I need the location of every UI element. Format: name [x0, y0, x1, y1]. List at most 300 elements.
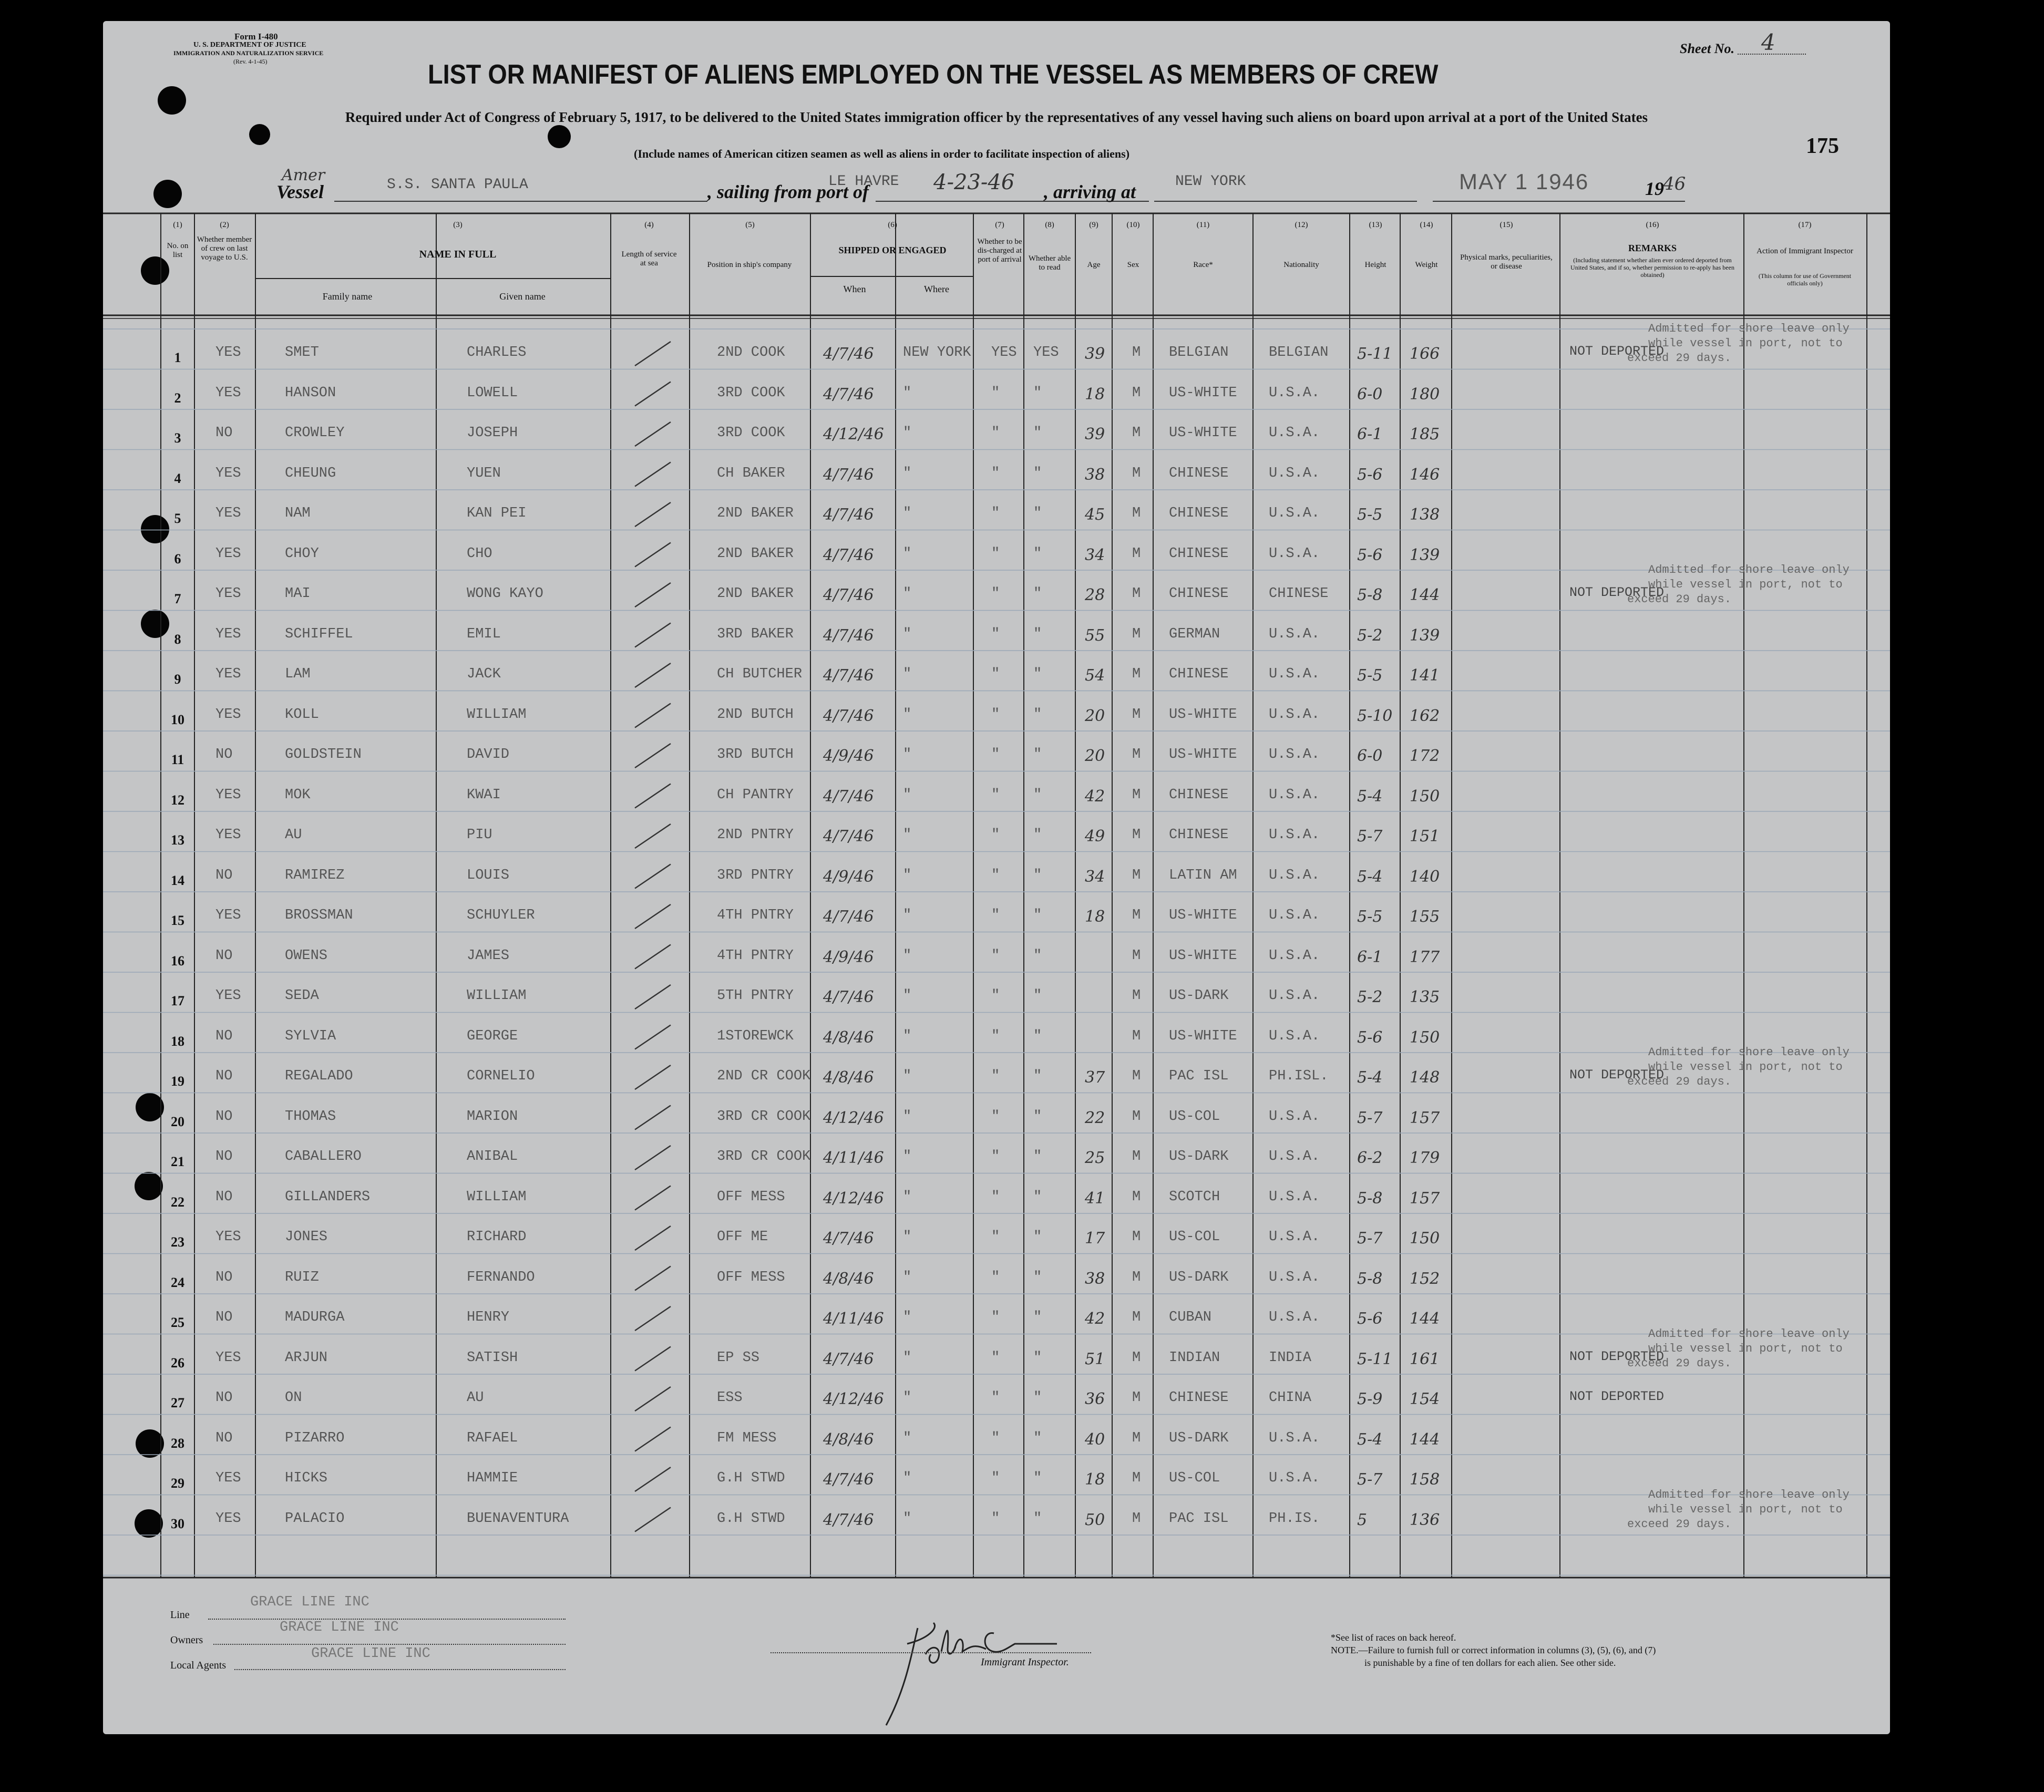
penalty-note-1: NOTE.—Failure to furnish full or correct information in columns (3), (5), (6), and (7): [1331, 1645, 1656, 1655]
service-tick-mark: [635, 824, 671, 848]
shipped-where-cell: ": [903, 787, 912, 803]
able-to-read-cell: ": [1033, 506, 1042, 521]
race-cell: CHINESE: [1169, 787, 1229, 803]
race-cell: CUBAN: [1169, 1310, 1212, 1325]
given-name-cell: WILLIAM: [467, 988, 527, 1004]
discharged-cell: ": [991, 747, 1000, 763]
row-number: 11: [171, 752, 184, 767]
able-to-read-cell: ": [1033, 1269, 1042, 1285]
height-cell: 5-8: [1357, 586, 1383, 604]
service-tick-mark: [635, 1347, 671, 1371]
given-name-cell: LOWELL: [467, 385, 518, 401]
given-name-cell: CORNELIO: [467, 1068, 535, 1084]
position-cell: 3RD CR COOK: [717, 1149, 811, 1165]
weight-cell: 179: [1410, 1149, 1440, 1167]
sex-cell: M: [1132, 1269, 1141, 1285]
col-3-label: NAME IN FULL: [419, 249, 497, 260]
shipped-when-cell: 4/8/46: [823, 1430, 874, 1449]
able-to-read-cell: ": [1033, 1108, 1042, 1125]
row-number: 2: [174, 390, 181, 406]
age-cell: 49: [1085, 827, 1105, 846]
weight-cell: 177: [1410, 948, 1440, 966]
shipped-when-cell: 4/7/46: [823, 545, 874, 564]
position-cell: CH BUTCHER: [717, 666, 803, 682]
weight-cell: 141: [1410, 666, 1440, 685]
shipped-where-cell: ": [903, 1310, 912, 1325]
nationality-cell: U.S.A.: [1269, 1269, 1320, 1285]
age-cell: 40: [1085, 1430, 1105, 1449]
shipped-where-cell: ": [903, 1430, 912, 1446]
discharged-cell: ": [991, 1430, 1000, 1446]
service-tick-mark: [635, 784, 671, 808]
position-cell: OFF MESS: [717, 1269, 785, 1285]
height-cell: 5-5: [1357, 506, 1383, 524]
crew-cell: YES: [215, 506, 241, 521]
row-number: 30: [171, 1516, 184, 1531]
position-cell: 1STOREWCK: [717, 1028, 794, 1044]
shipped-where-cell: ": [903, 827, 912, 843]
discharged-cell: ": [991, 827, 1000, 843]
position-cell: G.H STWD: [717, 1470, 785, 1486]
age-cell: 34: [1085, 545, 1105, 564]
able-to-read-cell: ": [1033, 425, 1042, 441]
given-name-cell: JOSEPH: [467, 425, 518, 441]
age-cell: 42: [1085, 1310, 1105, 1328]
col-6-number: (6): [888, 221, 897, 229]
discharged-cell: ": [991, 1310, 1000, 1325]
age-cell: 38: [1085, 465, 1105, 484]
height-cell: 5-4: [1357, 1430, 1383, 1449]
service-tick-mark: [635, 502, 671, 527]
height-cell: 6-1: [1357, 425, 1383, 444]
height-cell: 5: [1357, 1510, 1368, 1529]
sex-cell: M: [1132, 385, 1141, 401]
race-cell: US-WHITE: [1169, 747, 1237, 763]
agents-label: Local Agents: [170, 1660, 227, 1671]
age-cell: 20: [1085, 747, 1105, 765]
able-to-read-cell: ": [1033, 1510, 1042, 1527]
height-cell: 5-7: [1357, 1470, 1383, 1489]
discharged-cell: ": [991, 1470, 1000, 1486]
inspector-label: Immigrant Inspector.: [981, 1656, 1069, 1668]
shipped-where-cell: ": [903, 1068, 912, 1084]
shipped-when-cell: 4/7/46: [823, 626, 874, 645]
able-to-read-cell: ": [1033, 666, 1042, 682]
shipped-where-cell: ": [903, 1028, 912, 1044]
shipped-when-cell: 4/7/46: [823, 988, 874, 1006]
race-cell: CHINESE: [1169, 545, 1229, 562]
position-cell: 3RD COOK: [717, 385, 785, 401]
departure-date-handwritten: 4-23-46: [933, 170, 1015, 194]
family-name-cell: KOLL: [285, 706, 319, 723]
family-name-cell: HANSON: [285, 385, 336, 401]
shipped-where-cell: ": [903, 425, 912, 441]
col-6-label: SHIPPED OR ENGAGED: [838, 245, 947, 255]
nationality-cell: U.S.A.: [1269, 385, 1320, 401]
discharged-cell: ": [991, 545, 1000, 562]
weight-cell: 136: [1410, 1510, 1440, 1529]
nationality-cell: U.S.A.: [1269, 1108, 1320, 1125]
position-cell: 4TH PNTRY: [717, 948, 794, 964]
position-cell: 2ND COOK: [717, 345, 785, 361]
weight-cell: 135: [1410, 988, 1440, 1006]
crew-cell: NO: [215, 948, 233, 964]
col-1-label: No. on list: [167, 242, 189, 259]
row-number: 15: [171, 913, 184, 928]
service-tick-mark: [635, 342, 671, 366]
given-name-cell: MARION: [467, 1108, 518, 1125]
row-number: 18: [171, 1033, 184, 1049]
col-9-number: (9): [1089, 221, 1098, 229]
sex-cell: M: [1132, 345, 1141, 361]
height-cell: 5-8: [1357, 1189, 1383, 1208]
weight-cell: 166: [1410, 345, 1440, 363]
row-number: 29: [171, 1476, 184, 1491]
race-cell: PAC ISL: [1169, 1510, 1229, 1527]
height-cell: 6-2: [1357, 1149, 1383, 1167]
position-cell: OFF ME: [717, 1229, 768, 1245]
weight-cell: 150: [1410, 1229, 1440, 1248]
weight-cell: 157: [1410, 1189, 1440, 1208]
row-number: 25: [171, 1315, 184, 1330]
age-cell: 37: [1085, 1068, 1105, 1087]
col-6-where: Where: [924, 284, 949, 294]
family-name-cell: THOMAS: [285, 1108, 336, 1125]
race-cell: GERMAN: [1169, 626, 1220, 642]
position-cell: 3RD CR COOK: [717, 1108, 811, 1125]
service-tick-mark: [635, 1025, 671, 1049]
given-name-cell: GEORGE: [467, 1028, 518, 1044]
shipped-when-cell: 4/7/46: [823, 1350, 874, 1368]
crew-cell: YES: [215, 787, 241, 803]
remark-not-deported: NOT DEPORTED: [1569, 1067, 1665, 1083]
given-name-cell: ANIBAL: [467, 1149, 518, 1165]
line-value: GRACE LINE INC: [250, 1594, 369, 1610]
shipped-when-cell: 4/7/46: [823, 385, 874, 404]
age-cell: 28: [1085, 586, 1105, 604]
shore-leave-stamp-line: while vessel in port, not to: [1648, 1502, 1843, 1516]
family-name-cell: OWENS: [285, 948, 328, 964]
crew-cell: YES: [215, 827, 241, 843]
remark-not-deported: NOT DEPORTED: [1569, 344, 1665, 359]
col-16-label: REMARKS: [1628, 243, 1677, 253]
able-to-read-cell: YES: [1033, 345, 1059, 361]
row-number: 28: [171, 1435, 184, 1451]
discharged-cell: ": [991, 948, 1000, 964]
service-tick-mark: [635, 1306, 671, 1331]
service-tick-mark: [635, 744, 671, 768]
department-name: U. S. DEPARTMENT OF JUSTICE: [193, 41, 306, 49]
crew-cell: YES: [215, 988, 241, 1004]
sex-cell: M: [1132, 1108, 1141, 1125]
shore-leave-stamp-line: while vessel in port, not to: [1648, 578, 1843, 591]
shipped-where-cell: ": [903, 988, 912, 1004]
family-name-cell: NAM: [285, 506, 311, 521]
crew-cell: YES: [215, 706, 241, 723]
nationality-cell: U.S.A.: [1269, 1189, 1320, 1205]
shipped-where-cell: ": [903, 1229, 912, 1245]
row-number: 27: [171, 1395, 184, 1410]
age-cell: 18: [1085, 1470, 1105, 1489]
weight-cell: 150: [1410, 787, 1440, 806]
year-prefix: 19: [1645, 178, 1664, 199]
given-name-cell: JACK: [467, 666, 501, 682]
owners-rule: [213, 1644, 566, 1645]
nationality-cell: U.S.A.: [1269, 988, 1320, 1004]
sex-cell: M: [1132, 586, 1141, 602]
shipped-where-cell: ": [903, 1510, 912, 1527]
shipped-when-cell: 4/7/46: [823, 1229, 874, 1248]
position-cell: OFF MESS: [717, 1189, 785, 1205]
form-subtitle-note: (Include names of American citizen seamen as well as aliens in order to facilitate inspection of aliens): [634, 147, 1130, 160]
able-to-read-cell: ": [1033, 626, 1042, 642]
race-cell: CHINESE: [1169, 506, 1229, 521]
row-number: 7: [174, 591, 181, 606]
race-cell: US-DARK: [1169, 1149, 1229, 1165]
col-4-label: Length of service at sea: [621, 250, 677, 267]
given-name-cell: SATISH: [467, 1350, 518, 1366]
race-cell: US-WHITE: [1169, 1028, 1237, 1044]
able-to-read-cell: ": [1033, 827, 1042, 843]
age-cell: 17: [1085, 1229, 1105, 1248]
shore-leave-stamp-line: Admitted for shore leave only: [1648, 563, 1850, 576]
manifest-sheet: [103, 21, 1890, 1734]
height-cell: 5-8: [1357, 1269, 1383, 1288]
age-cell: 22: [1085, 1108, 1105, 1127]
shipped-where-cell: ": [903, 1189, 912, 1205]
col-2-number: (2): [220, 221, 229, 229]
able-to-read-cell: ": [1033, 1149, 1042, 1165]
crew-cell: NO: [215, 867, 233, 883]
shipped-where-cell: ": [903, 948, 912, 964]
race-cell: US-WHITE: [1169, 385, 1237, 401]
line-label: Line: [170, 1609, 190, 1621]
able-to-read-cell: ": [1033, 465, 1042, 481]
nationality-cell: U.S.A.: [1269, 747, 1320, 763]
row-number: 26: [171, 1355, 184, 1371]
sex-cell: M: [1132, 908, 1141, 923]
shipped-when-cell: 4/11/46: [823, 1149, 884, 1167]
height-cell: 5-6: [1357, 1028, 1383, 1047]
sex-cell: M: [1132, 1028, 1141, 1044]
height-cell: 5-9: [1357, 1390, 1383, 1408]
shipped-where-cell: ": [903, 1108, 912, 1125]
sex-cell: M: [1132, 1310, 1141, 1325]
row-number: 17: [171, 993, 184, 1008]
family-name-cell: SEDA: [285, 988, 319, 1004]
discharged-cell: ": [991, 988, 1000, 1004]
col-3-number: (3): [453, 221, 463, 229]
position-cell: G.H STWD: [717, 1510, 785, 1527]
nationality-cell: U.S.A.: [1269, 666, 1320, 682]
shipped-when-cell: 4/9/46: [823, 948, 874, 966]
shipped-when-cell: 4/9/46: [823, 867, 874, 886]
race-cell: BELGIAN: [1169, 345, 1229, 361]
nationality-cell: U.S.A.: [1269, 706, 1320, 723]
position-cell: CH BAKER: [717, 465, 785, 481]
given-name-cell: BUENAVENTURA: [467, 1510, 569, 1527]
weight-cell: 150: [1410, 1028, 1440, 1047]
height-cell: 6-1: [1357, 948, 1383, 966]
family-name-cell: CABALLERO: [285, 1149, 362, 1165]
shipped-where-cell: ": [903, 465, 912, 481]
row-number: 13: [171, 832, 184, 848]
col-12-label: Nationality: [1283, 261, 1319, 269]
col-11-number: (11): [1196, 221, 1210, 229]
nationality-cell: U.S.A.: [1269, 465, 1320, 481]
race-cell: CHINESE: [1169, 586, 1229, 602]
family-name-cell: SCHIFFEL: [285, 626, 353, 642]
family-name-cell: CROWLEY: [285, 425, 345, 441]
sex-cell: M: [1132, 867, 1141, 883]
able-to-read-cell: ": [1033, 1028, 1042, 1044]
able-to-read-cell: ": [1033, 867, 1042, 883]
crew-cell: NO: [215, 747, 233, 763]
sex-cell: M: [1132, 827, 1141, 843]
shore-leave-stamp-line: exceed 29 days.: [1627, 1517, 1732, 1531]
shore-leave-stamp-line: Admitted for shore leave only: [1648, 1327, 1850, 1341]
race-cell: INDIAN: [1169, 1350, 1220, 1366]
shipped-where-cell: ": [903, 586, 912, 602]
weight-cell: 152: [1410, 1269, 1440, 1288]
height-cell: 6-0: [1357, 385, 1383, 404]
service-tick-mark: [635, 623, 671, 647]
sex-cell: M: [1132, 666, 1141, 682]
able-to-read-cell: ": [1033, 787, 1042, 803]
remark-not-deported: NOT DEPORTED: [1569, 1348, 1665, 1364]
family-name-cell: PALACIO: [285, 1510, 345, 1527]
nationality-cell: U.S.A.: [1269, 425, 1320, 441]
given-name-cell: CHO: [467, 545, 492, 562]
height-cell: 5-2: [1357, 988, 1383, 1006]
sex-cell: M: [1132, 1390, 1141, 1406]
height-cell: 5-2: [1357, 626, 1383, 645]
family-name-cell: RAMIREZ: [285, 867, 345, 883]
row-number: 12: [171, 792, 184, 808]
given-name-cell: RICHARD: [467, 1229, 527, 1245]
able-to-read-cell: ": [1033, 586, 1042, 602]
port-to: NEW YORK: [1175, 173, 1246, 190]
shipped-where-cell: ": [903, 545, 912, 562]
col-2-label: Whether member of crew on last voyage to U.S.: [197, 235, 252, 262]
family-name-cell: LAM: [285, 666, 311, 682]
nationality-cell: U.S.A.: [1269, 1310, 1320, 1325]
shipped-when-cell: 4/7/46: [823, 706, 874, 725]
service-tick-mark: [635, 1387, 671, 1411]
weight-cell: 144: [1410, 1430, 1440, 1449]
family-name-cell: GOLDSTEIN: [285, 747, 362, 763]
col-16-sub: (Including statement whether alien ever ordered deported from United States, and if so, whether permission to re-apply has been obtained): [1570, 256, 1734, 279]
position-cell: 2ND BAKER: [717, 586, 794, 602]
shipped-when-cell: 4/8/46: [823, 1269, 874, 1288]
sex-cell: M: [1132, 948, 1141, 964]
weight-cell: 139: [1410, 545, 1440, 564]
crew-cell: NO: [215, 1108, 233, 1125]
col-17-sub: (This column for use of Government officials only): [1758, 272, 1852, 287]
race-cell: PAC ISL: [1169, 1068, 1229, 1084]
discharged-cell: ": [991, 1068, 1000, 1084]
family-name-cell: SMET: [285, 345, 319, 361]
sex-cell: M: [1132, 506, 1141, 521]
family-name-cell: MAI: [285, 586, 311, 602]
shore-leave-stamp-line: Admitted for shore leave only: [1648, 322, 1850, 335]
crew-cell: YES: [215, 626, 241, 642]
shipped-when-cell: 4/11/46: [823, 1310, 884, 1328]
discharged-cell: ": [991, 1350, 1000, 1366]
shipped-where-cell: ": [903, 747, 912, 763]
col-7-label: Whether to be dis-charged at port of arrival: [977, 238, 1022, 264]
able-to-read-cell: ": [1033, 1068, 1042, 1084]
shipped-when-cell: 4/12/46: [823, 1108, 884, 1127]
col-16-number: (16): [1646, 221, 1659, 229]
crew-cell: NO: [215, 1189, 233, 1205]
sex-cell: M: [1132, 1229, 1141, 1245]
penalty-note-2: is punishable by a fine of ten dollars for each alien. See other side.: [1364, 1657, 1616, 1668]
race-cell: CHINESE: [1169, 465, 1229, 481]
col-17-number: (17): [1798, 221, 1812, 229]
nationality-cell: U.S.A.: [1269, 545, 1320, 562]
age-cell: 39: [1085, 425, 1105, 444]
shipped-when-cell: 4/9/46: [823, 747, 874, 765]
height-cell: 5-5: [1357, 666, 1383, 685]
age-cell: 42: [1085, 787, 1105, 806]
family-name-cell: RUIZ: [285, 1269, 319, 1285]
able-to-read-cell: ": [1033, 385, 1042, 401]
age-cell: 18: [1085, 385, 1105, 404]
height-cell: 5-11: [1357, 1350, 1393, 1368]
nationality-cell: U.S.A.: [1269, 908, 1320, 923]
owners-value: GRACE LINE INC: [280, 1620, 399, 1635]
nationality-cell: U.S.A.: [1269, 827, 1320, 843]
weight-cell: 148: [1410, 1068, 1440, 1087]
shipped-when-cell: 4/7/46: [823, 1510, 874, 1529]
race-cell: US-COL: [1169, 1108, 1220, 1125]
race-cell: US-DARK: [1169, 1269, 1229, 1285]
height-cell: 5-7: [1357, 1229, 1383, 1248]
discharged-cell: ": [991, 1149, 1000, 1165]
shipped-where-cell: ": [903, 666, 912, 682]
crew-cell: NO: [215, 1068, 233, 1084]
race-cell: US-DARK: [1169, 1430, 1229, 1446]
shipped-when-cell: 4/7/46: [823, 345, 874, 363]
able-to-read-cell: ": [1033, 1350, 1042, 1366]
given-name-cell: PIU: [467, 827, 492, 843]
col-4-number: (4): [644, 221, 654, 229]
family-name-cell: CHOY: [285, 545, 319, 562]
weight-cell: 180: [1410, 385, 1440, 404]
col-10-label: Sex: [1127, 261, 1139, 269]
crew-cell: YES: [215, 1470, 241, 1486]
age-cell: 45: [1085, 506, 1105, 524]
family-name-cell: BROSSMAN: [285, 908, 353, 923]
crew-cell: NO: [215, 1269, 233, 1285]
page-number: 175: [1806, 134, 1839, 158]
age-cell: 38: [1085, 1269, 1105, 1288]
col-12-number: (12): [1295, 221, 1308, 229]
col-5-number: (5): [745, 221, 755, 229]
height-cell: 5-6: [1357, 545, 1383, 564]
col-8-label: Whether able to read: [1028, 254, 1071, 272]
discharged-cell: ": [991, 1229, 1000, 1245]
row-number: 8: [174, 631, 181, 647]
family-name-cell: SYLVIA: [285, 1028, 336, 1044]
given-name-cell: YUEN: [467, 465, 501, 481]
family-name-cell: MOK: [285, 787, 311, 803]
shore-leave-stamp-line: Admitted for shore leave only: [1648, 1488, 1850, 1501]
shipped-when-cell: 4/7/46: [823, 666, 874, 685]
age-cell: 41: [1085, 1189, 1105, 1208]
races-note: *See list of races on back hereof.: [1331, 1632, 1456, 1643]
